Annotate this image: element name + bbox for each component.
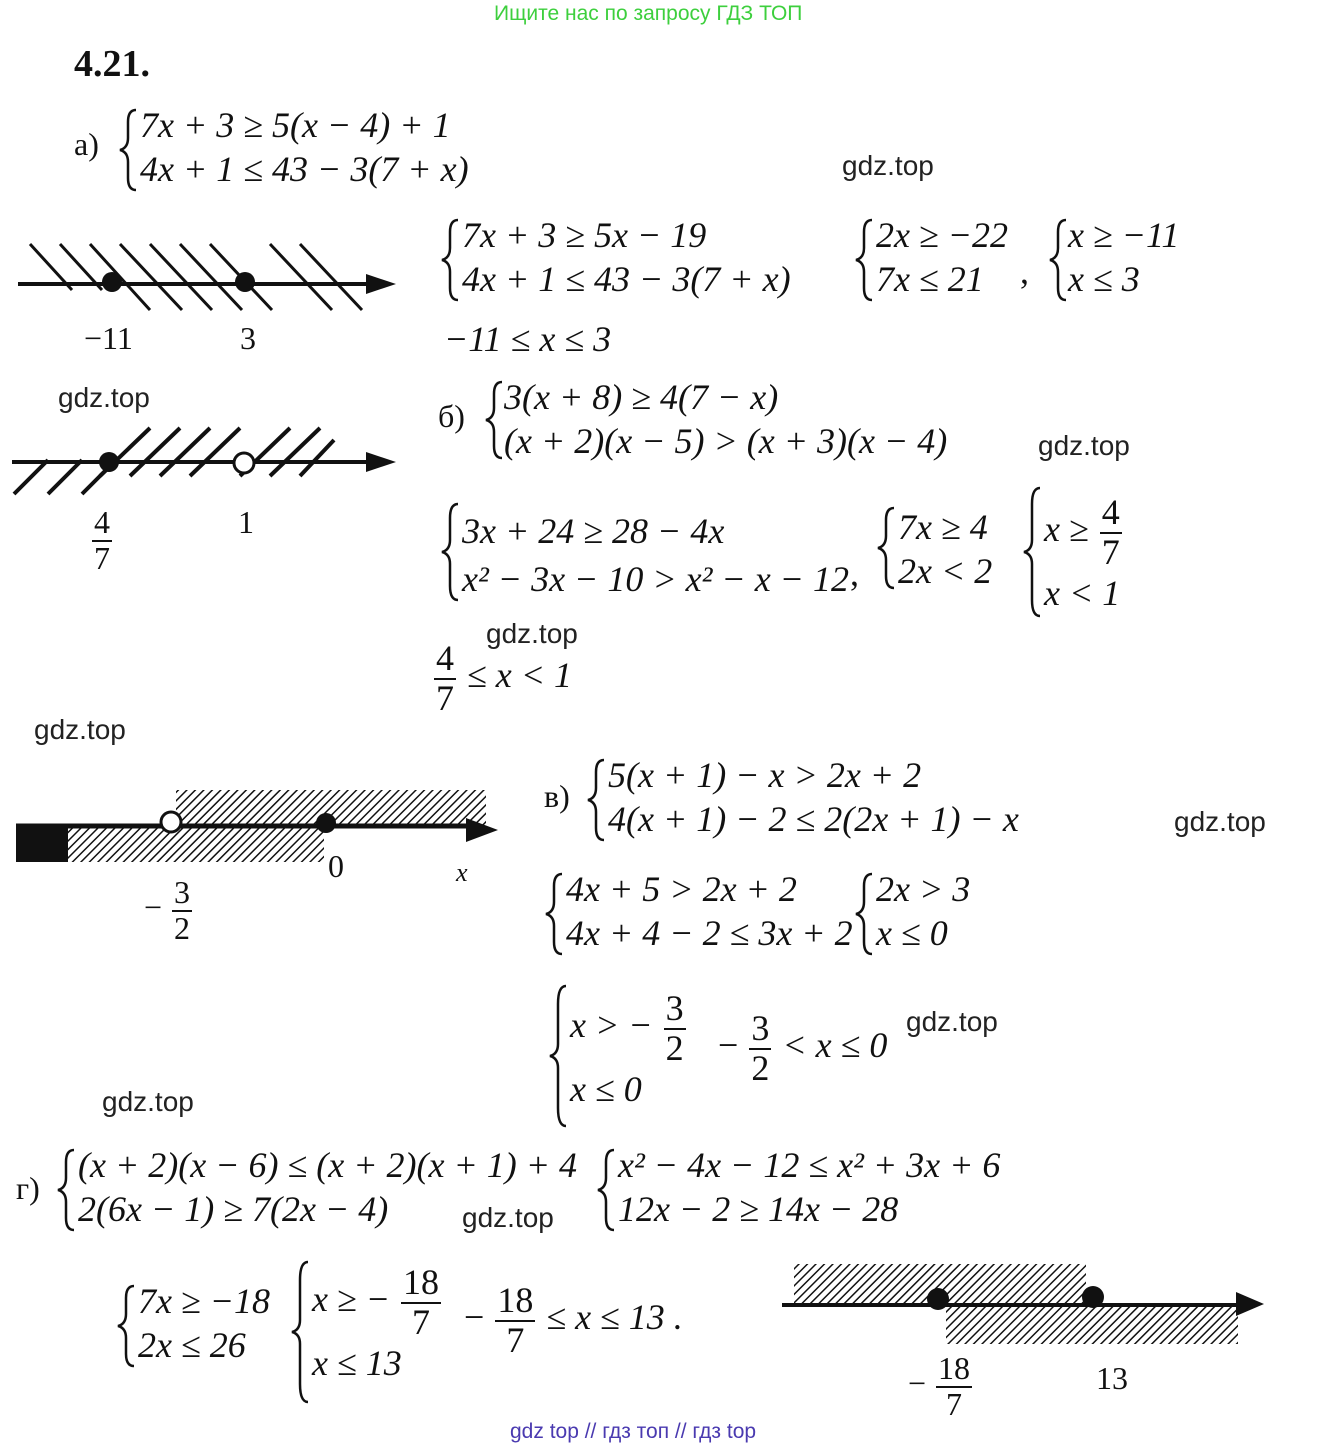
- open-point: [234, 453, 254, 473]
- closed-point: [99, 452, 119, 472]
- part-v-step3: [570, 990, 688, 1112]
- equation-row: x > − $\frac{3}{2}$: [570, 988, 684, 1068]
- part-b-answer: $\frac{4}{7}$ ≤ x < 1: [436, 638, 573, 718]
- fraction: $\frac{18}{7}$: [938, 1350, 971, 1422]
- equation-row: x ≤ 13: [312, 1342, 402, 1383]
- number-line-g: [782, 1264, 1264, 1344]
- watermark: gdz.top: [842, 150, 934, 181]
- part-v-label: в): [544, 778, 570, 814]
- closed-point: [102, 272, 122, 292]
- fraction: $\frac{3}{2}$: [751, 1008, 770, 1088]
- closed-point: [927, 1288, 949, 1310]
- tick-label: 0: [328, 848, 344, 884]
- fraction: $\frac{18}{7}$: [497, 1280, 534, 1360]
- equation-row: 7x ≥ −18: [138, 1281, 271, 1321]
- tick-label: − $\frac{18}{7}$: [908, 1350, 971, 1422]
- fraction: $\frac{4}{7}$: [94, 504, 110, 576]
- number-line-v: [16, 790, 498, 862]
- equation-row: x ≤ 3: [1068, 258, 1140, 299]
- equation-row: 2x ≤ 26: [138, 1324, 246, 1365]
- part-a-system: [140, 104, 469, 192]
- tick-label: 1: [238, 504, 254, 540]
- problem-number: 4.21.: [74, 43, 150, 85]
- equation-row: 4x + 1 ≤ 43 − 3(7 + x): [140, 148, 469, 189]
- equation-row: 7x ≤ 21: [876, 258, 984, 299]
- part-v-answer: − $\frac{3}{2}$ < x ≤ 0: [718, 1008, 888, 1088]
- equation-row: 7x + 3 ≥ 5x − 19: [462, 215, 707, 255]
- separator-comma: ,: [850, 553, 859, 593]
- tick-label: 13: [1096, 1360, 1128, 1396]
- equation-row: 7x + 3 ≥ 5(x − 4) + 1: [140, 105, 451, 145]
- part-b-step1: [462, 504, 849, 601]
- number-line-a: [18, 244, 396, 310]
- fraction: $\frac{18}{7}$: [403, 1262, 440, 1342]
- equation-row: 4x + 5 > 2x + 2: [566, 869, 797, 909]
- part-a-step2: [876, 214, 1008, 302]
- equation-row: (x + 2)(x − 5) > (x + 3)(x − 4): [504, 420, 948, 461]
- footer-banner: gdz top // гдз топ // гдз top: [510, 1420, 757, 1443]
- part-v-system: [608, 754, 1019, 842]
- watermark: gdz.top: [102, 1086, 194, 1117]
- part-g-step3: [312, 1264, 443, 1386]
- equation-row: x ≥ − $\frac{18}{7}$: [312, 1262, 440, 1342]
- closed-point: [235, 272, 255, 292]
- watermark: gdz.top: [34, 714, 126, 745]
- watermark: gdz.top: [462, 1202, 554, 1233]
- watermark: gdz.top: [906, 1006, 998, 1037]
- number-line-b: [12, 428, 396, 494]
- open-point: [161, 812, 181, 832]
- equation-row: 2x < 2: [898, 550, 993, 591]
- tick-label: [90, 506, 114, 575]
- separator-comma: ,: [1020, 251, 1029, 291]
- part-b-step3: [1044, 494, 1124, 616]
- equation-row: 3x + 24 ≥ 28 − 4x: [462, 511, 725, 551]
- axis-variable: x: [456, 858, 468, 887]
- tick-label: −11: [84, 320, 133, 356]
- equation-row: (x + 2)(x − 6) ≤ (x + 2)(x + 1) + 4: [78, 1145, 578, 1185]
- equation-row: 2(6x − 1) ≥ 7(2x − 4): [78, 1188, 389, 1229]
- equation-row: x ≤ 0: [876, 912, 948, 953]
- equation-row: x ≤ 0: [570, 1068, 642, 1109]
- fraction: $\frac{3}{2}$: [665, 988, 684, 1068]
- tick-label: 3: [240, 320, 256, 356]
- part-a-answer: −11 ≤ x ≤ 3: [444, 319, 612, 359]
- fraction: $\frac{4}{7}$: [436, 638, 454, 718]
- watermark: gdz.top: [58, 382, 150, 413]
- equation-row: 4x + 4 − 2 ≤ 3x + 2: [566, 912, 853, 953]
- equation-row: x ≥ $\frac{4}{7}$: [1044, 492, 1120, 572]
- part-g-answer: − $\frac{18}{7}$ ≤ x ≤ 13 .: [464, 1280, 683, 1360]
- top-banner: Ищите нас по запросу ГДЗ ТОП: [494, 2, 803, 25]
- equation-row: 4(x + 1) − 2 ≤ 2(2x + 1) − x: [608, 798, 1019, 839]
- part-g-step2: [138, 1280, 270, 1368]
- equation-row: 5(x + 1) − x > 2x + 2: [608, 755, 922, 795]
- part-v-step2: [876, 868, 970, 956]
- part-g-system: [78, 1144, 577, 1232]
- watermark: gdz.top: [1038, 430, 1130, 461]
- fraction: $\frac{4}{7}$: [1101, 492, 1120, 572]
- part-a-label: а): [74, 126, 99, 162]
- equation-row: 3(x + 8) ≥ 4(7 − x): [504, 377, 779, 417]
- equation-row: x < 1: [1044, 572, 1121, 613]
- fraction: $\frac{3}{2}$: [174, 874, 191, 946]
- part-b-step2: [898, 506, 992, 594]
- closed-point: [316, 813, 336, 833]
- equation-row: 2x > 3: [876, 869, 971, 909]
- part-b-system: [504, 376, 947, 464]
- tick-label: − $\frac{3}{2}$: [144, 874, 191, 946]
- equation-row: 7x ≥ 4: [898, 507, 988, 547]
- watermark: gdz.top: [1174, 806, 1266, 837]
- equation-row: x ≥ −11: [1068, 215, 1180, 255]
- part-g-label: г): [16, 1170, 40, 1206]
- equation-row: x² − 3x − 10 > x² − x − 12: [462, 559, 849, 599]
- part-a-step1: [462, 214, 791, 302]
- part-v-step1: [566, 868, 853, 956]
- equation-row: 2x ≥ −22: [876, 215, 1009, 255]
- part-b-label: б): [438, 398, 465, 434]
- watermark: gdz.top: [486, 618, 578, 649]
- part-a-step3: [1068, 214, 1179, 302]
- equation-row: 12x − 2 ≥ 14x − 28: [618, 1188, 899, 1229]
- part-g-step1: [618, 1144, 1000, 1232]
- equation-row: x² − 4x − 12 ≤ x² + 3x + 6: [618, 1145, 1001, 1185]
- closed-point: [1082, 1286, 1104, 1308]
- equation-row: 4x + 1 ≤ 43 − 3(7 + x): [462, 258, 791, 299]
